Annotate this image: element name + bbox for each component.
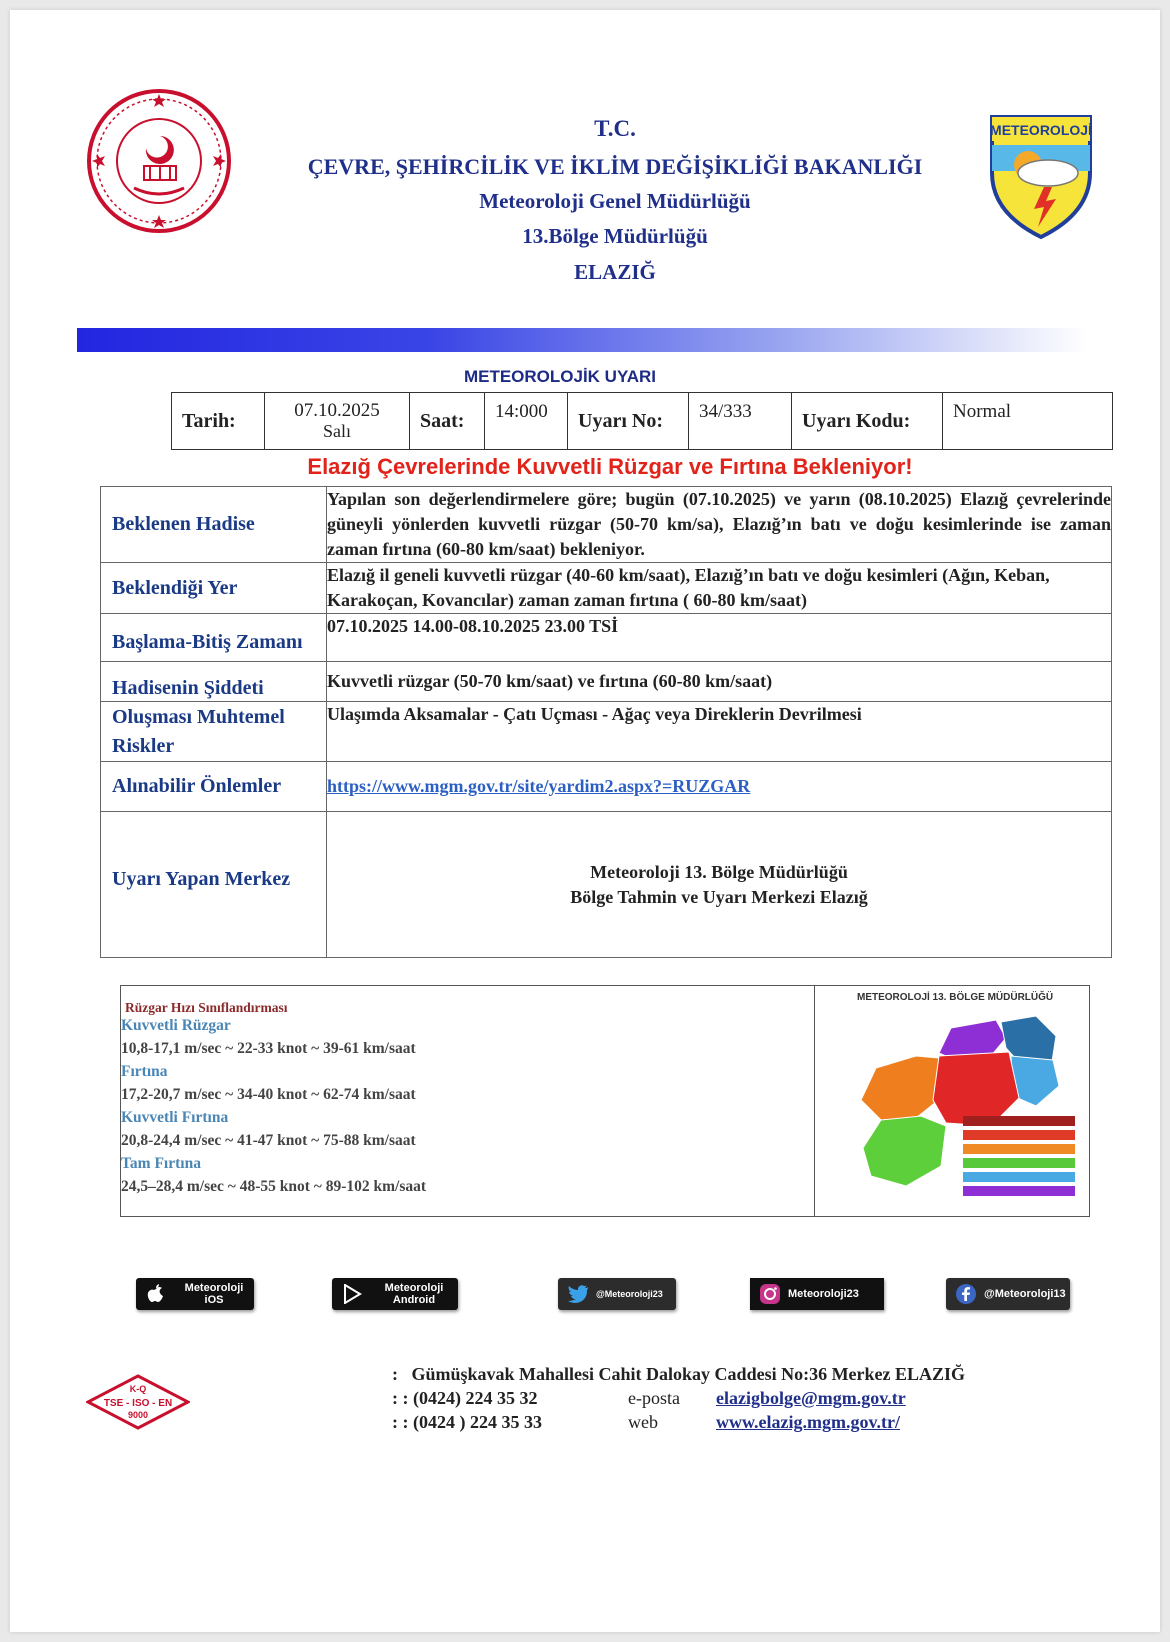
row-key-risks: Oluşması Muhtemel Riskler <box>101 702 327 762</box>
address-prefix: : <box>392 1364 398 1384</box>
footer-phone1-line <box>392 1388 1092 1409</box>
warning-code-value: Normal <box>943 393 1113 450</box>
footer-email-link[interactable]: elazigbolge@mgm.gov.tr <box>716 1388 906 1408</box>
facebook-handle: @Meteoroloji13 <box>984 1288 1066 1300</box>
logo-text: METEOROLOJİ <box>990 122 1092 138</box>
footer-phone2: (0424 ) 224 35 33 <box>413 1412 542 1432</box>
region-map-title: METEOROLOJİ 13. BÖLGE MÜDÜRLÜĞÜ <box>857 992 1054 1003</box>
facebook-badge[interactable] <box>946 1278 1070 1310</box>
footer-phone2-line <box>392 1412 1092 1433</box>
twitter-handle: @Meteoroloji23 <box>596 1289 663 1299</box>
email-label: e-posta <box>628 1388 680 1408</box>
wind-class-range: 10,8-17,1 m/sec ~ 22-33 knot ~ 39-61 km/saat <box>121 1040 416 1057</box>
warning-meta-table <box>171 392 1113 450</box>
wind-class-range: 24,5–28,4 m/sec ~ 48-55 knot ~ 89-102 km/saat <box>121 1178 427 1195</box>
meteoroloji-shield-logo <box>988 113 1094 241</box>
wind-class-range: 17,2-20,7 m/sec ~ 34-40 knot ~ 62-74 km/saat <box>121 1086 416 1103</box>
row-key-issuing-center: Uyarı Yapan Merkez <box>101 812 327 958</box>
android-app-badge[interactable] <box>332 1278 458 1310</box>
row-key-expected-place: Beklendiği Yer <box>101 563 327 614</box>
android-badge-line2: Android <box>392 1294 436 1306</box>
kq-line1: K-Q <box>129 1384 147 1394</box>
facebook-icon <box>954 1282 978 1306</box>
day-value: Salı <box>322 421 351 441</box>
header-ministry: ÇEVRE, ŞEHİRCİLİK VE İKLİM DEĞİŞİKLİĞİ BAKANLIĞI <box>307 154 923 179</box>
region-map-image <box>821 1008 1085 1208</box>
instagram-badge[interactable] <box>750 1278 884 1310</box>
kq-tse-iso-logo <box>86 1374 190 1430</box>
warning-code-label: Uyarı Kodu: <box>792 393 943 450</box>
wind-class-range: 20,8-24,4 m/sec ~ 41-47 knot ~ 75-88 km/saat <box>121 1132 416 1149</box>
alert-headline: Elazığ Çevrelerinde Kuvvetli Rüzgar ve Fırtına Bekleniyor! <box>307 454 913 479</box>
document-page <box>10 10 1160 1632</box>
instagram-icon <box>758 1282 782 1306</box>
footer-address: Gümüşkavak Mahallesi Cahit Dalokay Caddesi No:36 Merkez ELAZIĞ <box>411 1364 966 1384</box>
kq-line3: 9000 <box>127 1410 149 1420</box>
ios-badge-line2: iOS <box>204 1294 224 1306</box>
header-directorate: Meteoroloji Genel Müdürlüğü <box>479 189 751 213</box>
wind-class-name: Kuvvetli Fırtına <box>121 1109 229 1126</box>
wind-class-name: Tam Fırtına <box>121 1155 201 1172</box>
play-store-icon <box>340 1282 364 1306</box>
row-value-expected-event: Yapılan son değerlendirmelere göre; bugün (07.10.2025) ve yarın (08.10.2025) Elazığ çevrelerinde güneyli yönlerden kuvvetli rüzgar (50-70 km/sa), Elazığ’ın batı ve doğu kesimlerinde ise zaman zaman fırtına (60-80 km/saat) bekleniyor. <box>327 487 1112 563</box>
twitter-badge[interactable] <box>558 1278 676 1310</box>
row-key-start-end: Başlama-Bitiş Zamanı <box>101 614 327 662</box>
ios-badge-line1: Meteoroloji <box>184 1282 244 1294</box>
document-title: METEOROLOJİK UYARI <box>463 367 657 386</box>
wind-classification-title: Rüzgar Hızı Sınıflandırması <box>125 1000 288 1015</box>
phone1-prefix: : : <box>392 1388 409 1408</box>
twitter-icon <box>566 1282 590 1306</box>
footer-web-link[interactable]: www.elazig.mgm.gov.tr/ <box>716 1412 900 1432</box>
wind-class-name: Fırtına <box>121 1063 168 1080</box>
kq-line2: TSE - ISO - EN <box>103 1398 173 1409</box>
precautions-link[interactable]: https://www.mgm.gov.tr/site/yardim2.aspx?=RUZGAR <box>327 776 751 796</box>
row-value-start-end: 07.10.2025 14.00-08.10.2025 23.00 TSİ <box>327 614 1112 662</box>
header-tc: T.C. <box>594 116 636 141</box>
header-gradient-bar <box>77 328 1087 352</box>
wind-classification-box <box>120 985 1090 1217</box>
date-value: 07.10.2025 <box>294 400 380 421</box>
row-value-severity: Kuvvetli rüzgar (50-70 km/saat) ve fırtına (60-80 km/saat) <box>327 662 1112 702</box>
footer-address-line <box>392 1364 965 1385</box>
phone2-prefix: : : <box>392 1412 409 1432</box>
time-label: Saat: <box>410 393 485 450</box>
header-city: ELAZIĞ <box>574 260 656 284</box>
issuing-center-line1: Meteoroloji 13. Bölge Müdürlüğü <box>590 861 848 882</box>
web-label: web <box>628 1412 658 1432</box>
warning-details-table <box>100 486 1112 958</box>
ministry-seal-logo <box>86 88 232 234</box>
instagram-handle: Meteoroloji23 <box>788 1288 859 1300</box>
issuing-center-line2: Bölge Tahmin ve Uyarı Merkezi Elazığ <box>570 886 868 907</box>
warning-no-value: 34/333 <box>689 393 792 450</box>
android-badge-line1: Meteoroloji <box>384 1282 444 1294</box>
warning-no-label: Uyarı No: <box>568 393 689 450</box>
row-key-precautions: Alınabilir Önlemler <box>101 762 327 812</box>
row-key-expected-event: Beklenen Hadise <box>101 487 327 563</box>
footer-phone1: (0424) 224 35 32 <box>413 1388 538 1408</box>
date-label: Tarih: <box>172 393 265 450</box>
wind-class-name: Kuvvetli Rüzgar <box>121 1017 231 1034</box>
apple-icon <box>144 1282 168 1306</box>
row-value-risks: Ulaşımda Aksamalar - Çatı Uçması - Ağaç veya Direklerin Devrilmesi <box>327 702 1112 762</box>
date-cell <box>265 393 410 450</box>
time-value: 14:000 <box>485 393 568 450</box>
row-key-severity: Hadisenin Şiddeti <box>101 662 327 702</box>
header-region: 13.Bölge Müdürlüğü <box>522 224 708 248</box>
ios-app-badge[interactable] <box>136 1278 254 1310</box>
row-value-expected-place: Elazığ il geneli kuvvetli rüzgar (40-60 km/saat), Elazığ’ın batı ve doğu kesimleri (Ağın, Keban, Karakoçan, Kovancılar) zaman zaman fırtına ( 60-80 km/saat) <box>327 563 1112 614</box>
